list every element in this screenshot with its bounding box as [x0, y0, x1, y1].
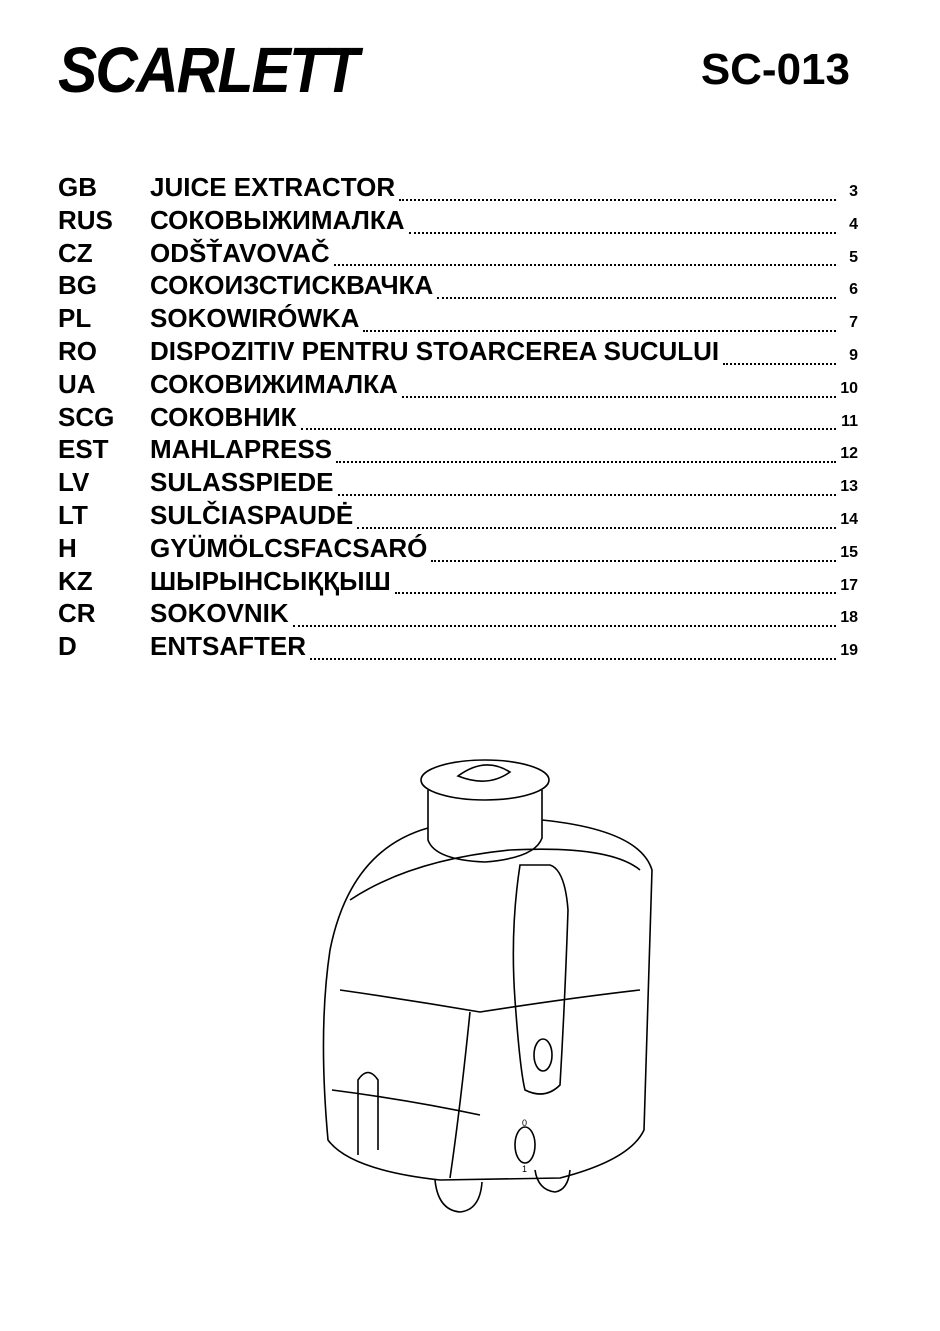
section-title: SULČIASPAUDĖ [150, 499, 354, 530]
section-title: СОКОВЫЖИМАЛКА [150, 204, 405, 235]
language-code: SCG [58, 401, 115, 432]
page-number: 19 [840, 642, 858, 660]
section-title: СОКОВНИК [150, 401, 297, 432]
leader-dots [395, 592, 836, 594]
page-number: 15 [840, 543, 858, 561]
language-code: LV [58, 467, 90, 498]
juice-spout [358, 1073, 378, 1156]
language-code: PL [58, 303, 92, 334]
section-title: ENTSAFTER [150, 631, 306, 662]
model-number: SC-013 [700, 45, 850, 94]
toc-row [58, 566, 858, 599]
language-code: H [58, 532, 77, 563]
body-outline [323, 820, 652, 1180]
page-number: 7 [849, 314, 858, 332]
brand-logo: SCARLETT [58, 34, 358, 106]
section-title: ШЫРЫНСЫҚҚЫШ [150, 565, 391, 596]
leader-dots [409, 232, 836, 234]
language-code: GB [58, 172, 97, 202]
toc-row [58, 533, 858, 566]
leader-dots [336, 461, 836, 463]
toc-row [58, 238, 858, 271]
toc-row [58, 434, 858, 467]
language-code: EST [58, 434, 109, 465]
juice-extractor-drawing-icon [310, 750, 660, 1230]
leader-dots [334, 264, 836, 266]
language-code: CZ [58, 237, 93, 268]
toc-row [58, 369, 858, 402]
toc-row [58, 467, 858, 500]
section-title: MAHLAPRESS [150, 434, 333, 465]
toc-row [58, 336, 858, 369]
page-number: 9 [849, 346, 858, 364]
toc-row [58, 598, 858, 631]
leader-dots [431, 560, 836, 562]
toc-row [58, 500, 858, 533]
page-number: 6 [849, 281, 858, 299]
section-title: СОКОИЗСТИСКВАЧКА [150, 270, 434, 301]
page-number: 18 [840, 609, 858, 627]
leader-dots [437, 297, 836, 299]
toc-row [58, 172, 858, 205]
section-title: SULASSPIEDE [150, 467, 334, 498]
page-number: 13 [840, 478, 858, 496]
language-code: CR [58, 598, 96, 629]
toc-row [58, 270, 858, 303]
section-title: GYÜMÖLCSFACSARÓ [150, 532, 428, 563]
section-title: DISPOZITIV PENTRU STOARCEREA SUCULUI [150, 335, 720, 366]
page-number: 3 [849, 183, 858, 200]
locking-clamp [513, 865, 568, 1094]
page-number: 10 [840, 379, 858, 397]
page-number: 4 [849, 215, 858, 233]
toc-row [58, 205, 858, 238]
language-code: UA [58, 368, 96, 399]
page-number: 12 [840, 445, 858, 463]
section-title: SOKOVNIK [150, 598, 289, 629]
language-code: RO [58, 335, 97, 366]
language-code: KZ [58, 565, 93, 596]
leader-dots [301, 428, 836, 430]
switch-label-1: 1 [522, 1164, 528, 1174]
leader-dots [723, 363, 836, 365]
switch-label-0: 0 [522, 1118, 528, 1128]
page-number: 17 [840, 576, 858, 594]
feed-tube-cap [421, 760, 549, 800]
page-number: 11 [841, 412, 858, 430]
language-code: RUS [58, 204, 113, 235]
toc-row [58, 303, 858, 336]
leader-dots [310, 658, 836, 660]
section-title: СОКОВИЖИМАЛКА [150, 368, 398, 399]
section-title: JUICE EXTRACTOR [150, 172, 396, 202]
toc-row [58, 402, 858, 435]
page-number: 5 [849, 248, 858, 266]
page-number: 14 [840, 510, 858, 528]
leader-dots [399, 199, 836, 201]
language-code: D [58, 631, 77, 662]
leader-dots [357, 527, 836, 529]
toc-row [58, 631, 858, 664]
language-code: BG [58, 270, 97, 301]
leader-dots [293, 625, 836, 627]
section-title: ODŠŤAVOVAČ [150, 237, 330, 268]
language-code: LT [58, 499, 88, 530]
section-title: SOKOWIRÓWKA [150, 303, 360, 334]
table-of-contents [58, 172, 858, 664]
power-switch [515, 1127, 535, 1163]
leader-dots [338, 494, 837, 496]
leader-dots [402, 396, 836, 398]
leader-dots [363, 330, 836, 332]
